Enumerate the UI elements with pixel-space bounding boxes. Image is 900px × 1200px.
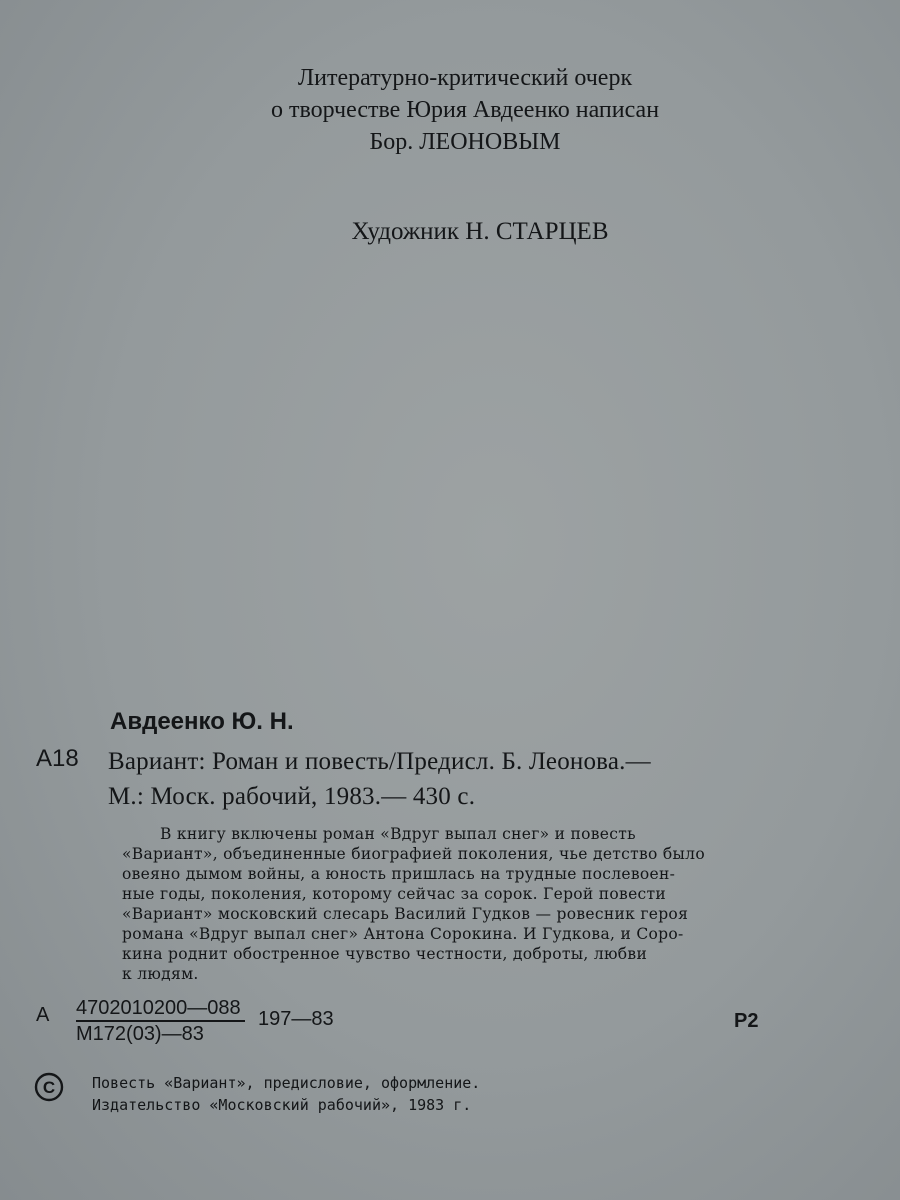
annotation-line: романа «Вдруг выпал снег» Антона Сорокина. И Гудкова, и Соро-	[122, 925, 684, 943]
copyright-line-1: Повесть «Вариант», предисловие, оформление.	[92, 1074, 481, 1092]
credit-line-3: Бор. ЛЕОНОВЫМ	[369, 129, 561, 155]
annotation-line: ные годы, поколения, которому сейчас за сорок. Герой повести	[122, 885, 667, 903]
classification-code: А18	[36, 745, 79, 772]
credit-line-2: о творчестве Юрия Авдеенко написан	[270, 97, 660, 123]
index-letter: А	[36, 1004, 50, 1026]
svg-text:C: C	[42, 1078, 56, 1097]
bibliographic-line-1: Вариант: Роман и повесть/Предисл. Б. Леонова.—	[108, 748, 651, 775]
credit-line-1: Литературно-критический очерк	[297, 65, 633, 91]
publication-index-fraction	[76, 996, 245, 1046]
bibliographic-line-2: М.: Моск. рабочий, 1983.— 430 с.	[108, 783, 476, 810]
catalog-author: Авдеенко Ю. Н.	[110, 708, 294, 735]
annotation-line: «Вариант» московский слесарь Василий Гудков — ровесник героя	[122, 905, 689, 923]
annotation-paragraph	[122, 824, 834, 984]
price-code: Р2	[734, 1010, 759, 1032]
index-suffix: 197—83	[258, 1008, 334, 1030]
credits-block	[0, 62, 900, 158]
index-denominator: М172(03)—83	[76, 1023, 204, 1045]
annotation-line: В книгу включены роман «Вдруг выпал снег» и повесть	[160, 825, 636, 843]
copyright-icon	[34, 1072, 64, 1102]
copyright-notice	[92, 1072, 480, 1116]
index-numerator: 4702010200—088	[76, 996, 245, 1022]
annotation-line: к людям.	[122, 965, 199, 983]
copyright-line-2: Издательство «Московский рабочий», 1983 г.	[92, 1096, 472, 1114]
bibliographic-description	[108, 744, 848, 814]
annotation-line: кина роднит обостренное чувство честности, доброты, любви	[122, 945, 648, 963]
annotation-line: овеяно дымом войны, а юность пришлась на трудные послевоен-	[122, 865, 676, 883]
artist-credit: Художник Н. СТАРЦЕВ	[351, 218, 609, 245]
annotation-line: «Вариант», объединенные биографией поколения, чье детство было	[122, 845, 705, 863]
